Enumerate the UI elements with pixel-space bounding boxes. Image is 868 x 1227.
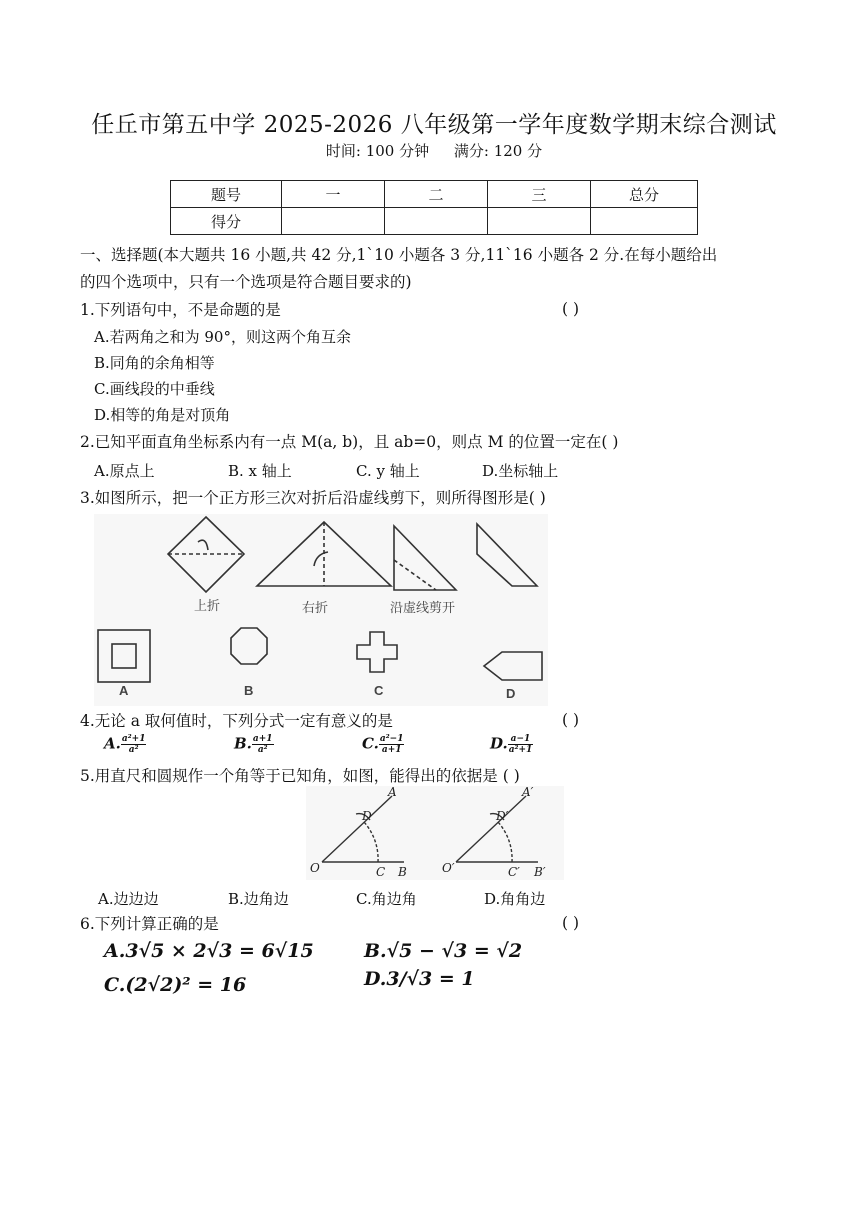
q6-option-d[interactable]: D.3/√3 = 1: [364, 968, 475, 990]
q4-option-c-denominator: a+1: [381, 745, 402, 755]
q5-label-b: B: [398, 865, 407, 879]
q5-label-o-prime: O′: [442, 861, 455, 875]
q5-option-b[interactable]: B.边角边: [228, 890, 289, 908]
q3-figure: [94, 514, 548, 706]
q1-option-c[interactable]: C.画线段的中垂线: [94, 380, 215, 398]
score-table: [170, 180, 698, 235]
section1-heading-line2: 的四个选项中，只有一个选项是符合题目要求的): [80, 273, 412, 291]
q5-label-a: A: [388, 786, 397, 799]
score-header-cell: 二: [385, 181, 488, 208]
q4-option-a-denominator: a²: [128, 745, 139, 755]
q4-option-b-fraction: [252, 734, 274, 755]
q4-option-a[interactable]: [104, 734, 146, 755]
q5-option-d[interactable]: D.角角边: [484, 890, 546, 908]
q3-fig-label-up-fold: 上折: [194, 598, 221, 613]
q5-label-c: C: [376, 865, 386, 879]
q2-option-d[interactable]: D.坐标轴上: [482, 462, 559, 480]
q1-stem: 1.下列语句中，不是命题的是: [80, 301, 281, 319]
fold-arrow: [198, 540, 208, 550]
exam-full-score: 满分: 120 分: [453, 142, 543, 160]
q3-option-d-label[interactable]: D: [506, 686, 516, 701]
score-header-cell: 总分: [591, 181, 698, 208]
q4-option-a-numerator: a²+1: [121, 734, 146, 744]
section1-heading-line1: 一、选择题(本大题共 16 小题,共 42 分,1`10 小题各 3 分,11`16 小题各 2 分.在每小题给出: [80, 246, 718, 264]
q5-stem: 5.用直尺和圆规作一个角等于已知角，如图，能得出的依据是 ( ): [80, 767, 520, 785]
q4-option-c-fraction: [379, 734, 405, 755]
arc-c-d-prime: [498, 822, 512, 862]
q5-figure: [306, 786, 564, 880]
cut-piece: [477, 524, 537, 586]
q4-option-c-letter: C.: [362, 734, 379, 753]
q5-label-a-prime: A′: [522, 786, 534, 799]
q4-option-d-denominator: a²+1: [508, 745, 533, 755]
q4-option-b[interactable]: [234, 734, 274, 755]
score-cell[interactable]: [385, 208, 488, 235]
q3-option-b-label[interactable]: B: [244, 683, 254, 698]
score-header-cell: 一: [282, 181, 385, 208]
q5-label-d-prime: D′: [496, 809, 509, 823]
score-cell[interactable]: [282, 208, 385, 235]
q4-option-d-letter: D.: [490, 734, 508, 753]
q5-label-d: D: [362, 809, 372, 823]
ray-o-a-prime: [456, 796, 526, 862]
q5-option-c[interactable]: C.角边角: [356, 890, 417, 908]
q3-option-c-label[interactable]: C: [374, 683, 384, 698]
q4-option-c[interactable]: [362, 734, 404, 755]
q4-option-c-numerator: a²−1: [379, 734, 404, 744]
option-a-outer-square: [98, 630, 150, 682]
cut-line: [394, 560, 436, 590]
q5-label-b-prime: B′: [534, 865, 546, 879]
q3-figure-svg: [94, 514, 548, 706]
q1-answer-paren[interactable]: ( ): [562, 300, 580, 318]
cut-triangle: [394, 526, 456, 590]
q4-option-d-numerator: a−1: [508, 734, 534, 745]
score-table-score-row: [171, 208, 698, 235]
score-cell[interactable]: [488, 208, 591, 235]
score-cell[interactable]: [591, 208, 698, 235]
q4-option-b-letter: B.: [234, 734, 252, 753]
exam-title: 任丘市第五中学 2025-2026 八年级第一学年度数学期末综合测试: [91, 112, 777, 138]
option-b-octagon: [231, 628, 267, 664]
score-header-cell: 三: [488, 181, 591, 208]
q6-option-a[interactable]: A.3√5 × 2√3 = 6√15: [104, 940, 314, 962]
q4-stem: 4.无论 a 取何值时，下列分式一定有意义的是: [80, 712, 393, 730]
q4-option-a-letter: A.: [104, 734, 121, 753]
q6-answer-paren[interactable]: ( ): [562, 914, 580, 932]
q2-option-b[interactable]: B. x 轴上: [228, 462, 292, 480]
q4-answer-paren[interactable]: ( ): [562, 711, 580, 729]
q2-option-a[interactable]: A.原点上: [94, 462, 155, 480]
q4-option-b-denominator: a²: [257, 745, 268, 755]
q4-option-b-numerator: a+1: [252, 734, 273, 744]
score-row-label: 得分: [171, 208, 282, 235]
q4-option-d-fraction: [508, 734, 534, 755]
fold-arrow-2: [314, 552, 328, 566]
q4-option-a-fraction: [121, 734, 147, 755]
q4-option-d[interactable]: [490, 734, 533, 755]
q1-option-d[interactable]: D.相等的角是对顶角: [94, 406, 231, 424]
q5-option-a[interactable]: A.边边边: [98, 890, 159, 908]
option-a-inner-square: [112, 644, 136, 668]
exam-subtitle: [0, 140, 868, 161]
score-header-cell: 题号: [171, 181, 282, 208]
q2-option-c[interactable]: C. y 轴上: [356, 462, 420, 480]
q3-stem: 3.如图所示，把一个正方形三次对折后沿虚线剪下，则所得图形是( ): [80, 489, 546, 507]
q3-fig-label-cut: 沿虚线剪开: [390, 600, 456, 615]
q3-option-a-label[interactable]: A: [119, 683, 129, 698]
q6-stem: 6.下列计算正确的是: [80, 915, 219, 933]
q1-option-b[interactable]: B.同角的余角相等: [94, 354, 215, 372]
q5-label-c-prime: C′: [508, 865, 520, 879]
q3-fig-label-right-fold: 右折: [302, 600, 329, 615]
q6-option-b[interactable]: B.√5 − √3 = √2: [364, 940, 523, 962]
exam-time: 时间: 100 分钟: [325, 142, 430, 160]
q5-label-o: O: [310, 861, 320, 875]
q6-option-c[interactable]: C.(2√2)² = 16: [104, 974, 247, 996]
score-table-header-row: [171, 181, 698, 208]
option-c-cross: [357, 632, 397, 672]
ray-oa: [322, 796, 392, 862]
q1-option-a[interactable]: A.若两角之和为 90°，则这两个角互余: [94, 328, 351, 346]
q2-stem: 2.已知平面直角坐标系内有一点 M(a, b)，且 ab=0，则点 M 的位置一定在( ): [80, 433, 619, 451]
q5-figure-svg: [306, 786, 564, 880]
option-d-pentagon: [484, 652, 542, 680]
arc-cd: [364, 822, 378, 862]
